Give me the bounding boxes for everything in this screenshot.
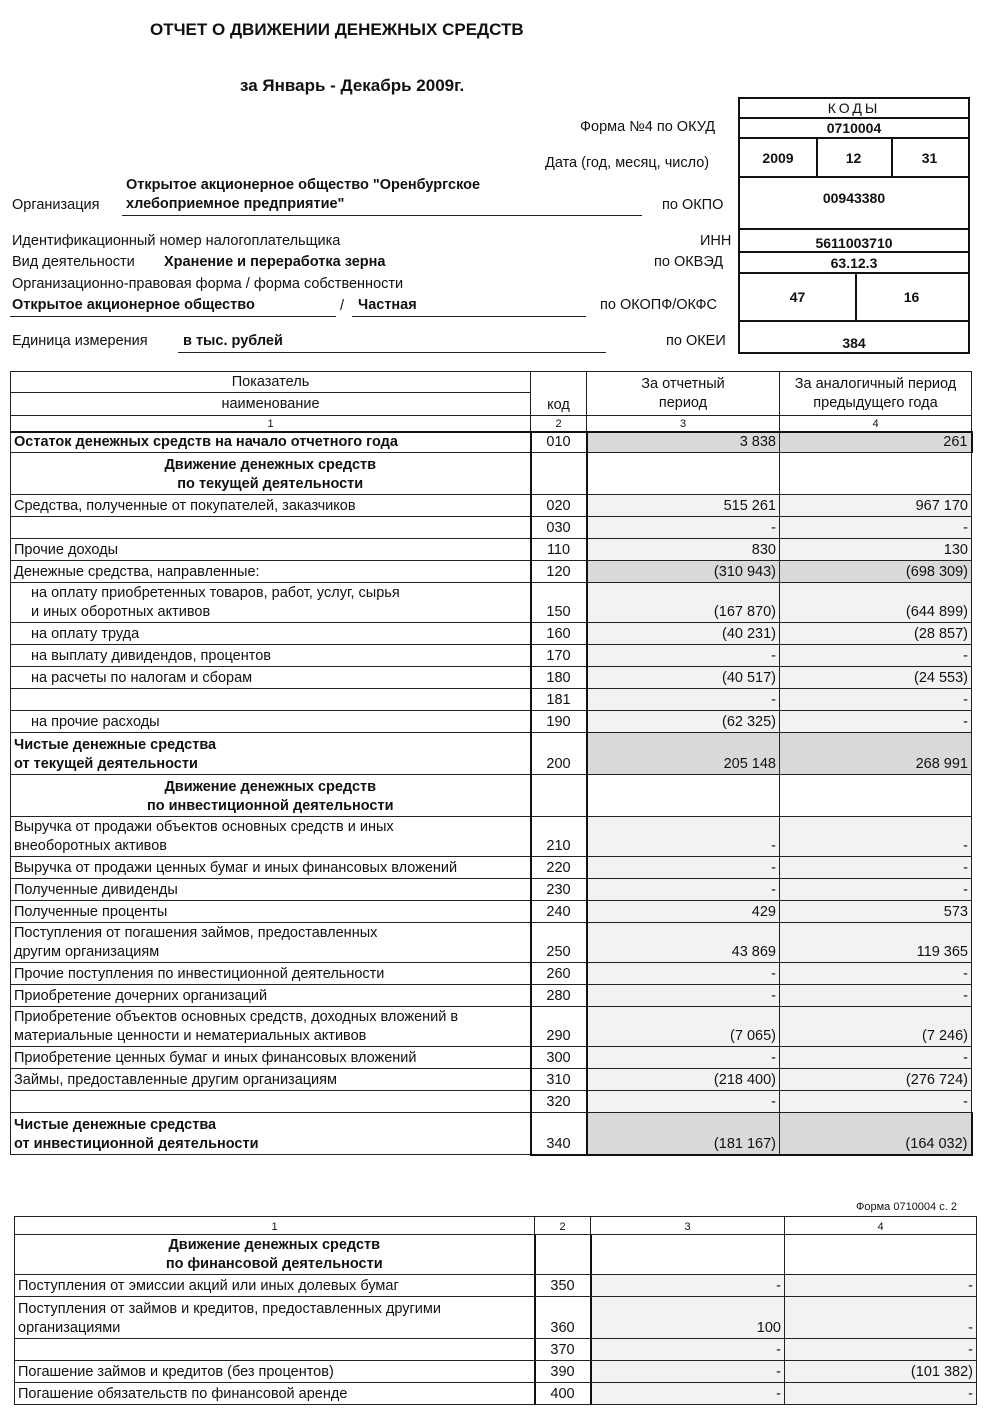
col2-number-1: 1 (15, 1217, 535, 1235)
unit-label: Единица измерения (12, 333, 148, 349)
org-name-line2: хлебоприемное предприятие" (126, 196, 345, 212)
okei-label: по ОКЕИ (666, 333, 726, 349)
row-160-name: на оплату труда (11, 623, 531, 645)
row-310-previous: (276 724) (780, 1069, 972, 1091)
section-financing-1: Движение денежных средств (168, 1237, 381, 1253)
row-020-previous: 967 170 (780, 495, 972, 517)
form-code: 0710004 (826, 120, 882, 136)
header-current-1: За отчетный (641, 375, 725, 392)
org-name-line1: Открытое акционерное общество "Оренбургское (126, 177, 481, 193)
row-110-current: 830 (587, 539, 780, 561)
row-240-current: 429 (587, 901, 780, 923)
okved-code: 63.12.3 (830, 255, 878, 271)
okved-label: по ОКВЭД (654, 254, 724, 270)
table-row (11, 963, 972, 985)
row-190-current: (62 325) (587, 711, 780, 733)
table-row (11, 689, 972, 711)
date-year: 2009 (762, 150, 794, 166)
col-number-4: 4 (780, 416, 972, 432)
table-row (11, 517, 972, 539)
row-150-previous: (644 899) (780, 583, 972, 623)
okopf-label: по ОКОПФ/ОКФС (600, 297, 717, 313)
row-250-code: 250 (531, 923, 587, 963)
table-row (11, 667, 972, 689)
row-170-code: 170 (531, 645, 587, 667)
row-020-code: 020 (531, 495, 587, 517)
row-400-current: - (591, 1383, 785, 1405)
row-010-code: 010 (531, 432, 587, 453)
unit-underline (178, 352, 606, 353)
row-280-previous: - (780, 985, 972, 1007)
table-row (15, 1339, 977, 1361)
legal-form-label: Организационно-правовая форма / форма собственности (12, 276, 404, 292)
table-row (15, 1383, 977, 1405)
report-title: ОТЧЕТ О ДВИЖЕНИИ ДЕНЕЖНЫХ СРЕДСТВ (150, 20, 524, 39)
okopf-code: 47 (789, 289, 806, 305)
row-210-code: 210 (531, 817, 587, 857)
row-190-previous: - (780, 711, 972, 733)
row-260-current: - (587, 963, 780, 985)
row-290-code: 290 (531, 1007, 587, 1047)
row-280-name: Приобретение дочерних организаций (11, 985, 531, 1007)
header-code: код (531, 372, 587, 416)
section-financing-2: по финансовой деятельности (165, 1256, 383, 1272)
activity-value: Хранение и переработка зерна (164, 254, 386, 270)
table-row (11, 495, 972, 517)
row-220-code: 220 (531, 857, 587, 879)
table-row (15, 1297, 977, 1339)
row-280-code: 280 (531, 985, 587, 1007)
okpo-label: по ОКПО (662, 197, 724, 213)
row-320-name (11, 1091, 531, 1113)
row-300-name: Приобретение ценных бумаг и иных финансовых вложений (11, 1047, 531, 1069)
table-row (11, 623, 972, 645)
row-300-previous: - (780, 1047, 972, 1069)
col2-number-3: 3 (591, 1217, 785, 1235)
date-day: 31 (921, 150, 938, 166)
table-row (11, 1113, 972, 1155)
row-150-code: 150 (531, 583, 587, 623)
row-110-code: 110 (531, 539, 587, 561)
row-260-previous: - (780, 963, 972, 985)
table-row (11, 1091, 972, 1113)
row-210-previous: - (780, 817, 972, 857)
row-181-current: - (587, 689, 780, 711)
header-indicator: Показатель (11, 372, 530, 393)
row-400-name: Погашение обязательств по финансовой аренде (15, 1383, 535, 1405)
row-030-code: 030 (531, 517, 587, 539)
row-340-current: (181 167) (587, 1113, 780, 1155)
okfs-code: 16 (903, 289, 920, 305)
row-340-name-2: от инвестиционной деятельности (14, 1136, 259, 1152)
inn-label: ИНН (700, 233, 732, 249)
row-110-previous: 130 (780, 539, 972, 561)
row-250-name-2: другим организациям (14, 944, 160, 960)
table-row (11, 432, 972, 453)
row-230-previous: - (780, 879, 972, 901)
row-310-current: (218 400) (587, 1069, 780, 1091)
header-name: наименование (221, 396, 320, 412)
row-360-code: 360 (535, 1297, 591, 1339)
form-label: Форма №4 по ОКУД (580, 119, 716, 135)
row-240-previous: 573 (780, 901, 972, 923)
page-2-label: Форма 0710004 с. 2 (856, 1201, 957, 1213)
section-operating-2: по текущей деятельности (177, 476, 364, 492)
table-row (11, 817, 972, 857)
row-340-previous: (164 032) (780, 1113, 972, 1155)
row-360-previous: - (785, 1297, 977, 1339)
col2-number-4: 4 (785, 1217, 977, 1235)
table-row (11, 985, 972, 1007)
row-370-code: 370 (535, 1339, 591, 1361)
inn-text: Идентификационный номер налогоплательщика (12, 233, 341, 249)
row-320-previous: - (780, 1091, 972, 1113)
col-number-1: 1 (11, 416, 531, 432)
row-360-name-2: организациями (18, 1320, 121, 1336)
activity-label: Вид деятельности (12, 254, 135, 270)
row-290-name-2: материальные ценности и нематериальных активов (14, 1028, 367, 1044)
table-row (11, 561, 972, 583)
row-300-code: 300 (531, 1047, 587, 1069)
row-210-current: - (587, 817, 780, 857)
row-390-code: 390 (535, 1361, 591, 1383)
table-row (11, 857, 972, 879)
codes-box (738, 97, 970, 354)
row-200-code: 200 (531, 733, 587, 775)
legal-form-value: Открытое акционерное общество (12, 297, 255, 313)
row-250-current: 43 869 (587, 923, 780, 963)
ownership-value: Частная (358, 297, 417, 313)
row-290-current: (7 065) (587, 1007, 780, 1047)
row-210-name-2: внеоборотных активов (14, 838, 167, 854)
table-row (15, 1275, 977, 1297)
header-current-2: период (658, 394, 708, 411)
row-030-name (11, 517, 531, 539)
table-row (15, 1361, 977, 1383)
legal-form-underline (10, 316, 336, 317)
table-row (11, 733, 972, 775)
row-180-current: (40 517) (587, 667, 780, 689)
unit-value: в тыс. рублей (183, 333, 283, 349)
row-290-previous: (7 246) (780, 1007, 972, 1047)
col-number-3: 3 (587, 416, 780, 432)
row-320-current: - (587, 1091, 780, 1113)
row-370-previous: - (785, 1339, 977, 1361)
table-row (11, 583, 972, 623)
row-030-previous: - (780, 517, 972, 539)
codes-caption: КОДЫ (827, 100, 881, 116)
report-period: за Январь - Декабрь 2009г. (240, 76, 465, 95)
row-190-code: 190 (531, 711, 587, 733)
row-200-name-2: от текущей деятельности (14, 756, 198, 772)
row-200-current: 205 148 (587, 733, 780, 775)
row-220-name: Выручка от продажи ценных бумаг и иных финансовых вложений (11, 857, 531, 879)
org-label: Организация (12, 197, 100, 213)
row-350-previous: - (785, 1275, 977, 1297)
table-row (11, 1069, 972, 1091)
row-010-previous: 261 (780, 432, 972, 453)
row-250-name-1: Поступления от погашения займов, предоставленных (14, 925, 378, 941)
row-120-code: 120 (531, 561, 587, 583)
table-row (11, 1007, 972, 1047)
table-row (11, 901, 972, 923)
org-underline (122, 215, 642, 216)
row-170-name: на выплату дивидендов, процентов (11, 645, 531, 667)
section-investing-1: Движение денежных средств (164, 779, 377, 795)
row-390-current: - (591, 1361, 785, 1383)
row-370-name (15, 1339, 535, 1361)
row-230-name: Полученные дивиденды (11, 879, 531, 901)
row-320-code: 320 (531, 1091, 587, 1113)
row-200-name-1: Чистые денежные средства (14, 737, 217, 753)
row-180-previous: (24 553) (780, 667, 972, 689)
col2-number-2: 2 (535, 1217, 591, 1235)
row-230-code: 230 (531, 879, 587, 901)
date-label: Дата (год, месяц, число) (545, 155, 710, 171)
row-181-code: 181 (531, 689, 587, 711)
row-360-name-1: Поступления от займов и кредитов, предоставленных другими (18, 1301, 441, 1317)
row-120-previous: (698 309) (780, 561, 972, 583)
row-300-current: - (587, 1047, 780, 1069)
table-row (11, 1047, 972, 1069)
section-heading (11, 453, 972, 495)
table-row (11, 539, 972, 561)
row-350-current: - (591, 1275, 785, 1297)
row-150-current: (167 870) (587, 583, 780, 623)
row-170-current: - (587, 645, 780, 667)
row-180-name: на расчеты по налогам и сборам (11, 667, 531, 689)
row-230-current: - (587, 879, 780, 901)
row-170-previous: - (780, 645, 972, 667)
row-240-name: Полученные проценты (11, 901, 531, 923)
section-investing-2: по инвестиционной деятельности (146, 798, 394, 814)
row-020-current: 515 261 (587, 495, 780, 517)
row-120-name: Денежные средства, направленные: (11, 561, 531, 583)
row-210-name-1: Выручка от продажи объектов основных средств и иных (14, 819, 394, 835)
row-350-name: Поступления от эмиссии акций или иных долевых бумаг (15, 1275, 535, 1297)
row-340-name-1: Чистые денежные средства (14, 1117, 217, 1133)
okei-code: 384 (842, 335, 866, 351)
row-310-name: Займы, предоставленные другим организациям (11, 1069, 531, 1091)
row-250-previous: 119 365 (780, 923, 972, 963)
row-400-previous: - (785, 1383, 977, 1405)
row-150-name-2: и иных оборотных активов (31, 604, 211, 620)
row-280-current: - (587, 985, 780, 1007)
date-month: 12 (845, 150, 862, 166)
row-290-name-1: Приобретение объектов основных средств, доходных вложений в (14, 1009, 459, 1025)
row-110-name: Прочие доходы (11, 539, 531, 561)
okpo-code: 00943380 (822, 190, 886, 206)
row-180-code: 180 (531, 667, 587, 689)
slash: / (340, 298, 345, 314)
row-390-previous: (101 382) (785, 1361, 977, 1383)
header-previous-1: За аналогичный период (794, 375, 957, 392)
section-heading (11, 775, 972, 817)
section-heading (15, 1235, 977, 1275)
row-240-code: 240 (531, 901, 587, 923)
row-190-name: на прочие расходы (11, 711, 531, 733)
table-row (11, 879, 972, 901)
row-260-name: Прочие поступления по инвестиционной деятельности (11, 963, 531, 985)
row-350-code: 350 (535, 1275, 591, 1297)
col-number-2: 2 (531, 416, 587, 432)
row-181-previous: - (780, 689, 972, 711)
row-390-name: Погашение займов и кредитов (без процентов) (15, 1361, 535, 1383)
row-220-previous: - (780, 857, 972, 879)
row-010-name: Остаток денежных средств на начало отчетного года (11, 432, 531, 453)
row-340-code: 340 (531, 1113, 587, 1155)
row-150-name-1: на оплату приобретенных товаров, работ, услуг, сырья (31, 585, 400, 601)
row-400-code: 400 (535, 1383, 591, 1405)
ownership-underline (352, 316, 586, 317)
row-310-code: 310 (531, 1069, 587, 1091)
table-row (11, 711, 972, 733)
header-previous-2: предыдущего года (813, 394, 938, 411)
row-030-current: - (587, 517, 780, 539)
row-120-current: (310 943) (587, 561, 780, 583)
row-020-name: Средства, полученные от покупателей, заказчиков (11, 495, 531, 517)
inn-code: 5611003710 (815, 235, 893, 251)
row-160-current: (40 231) (587, 623, 780, 645)
row-160-previous: (28 857) (780, 623, 972, 645)
financing-table (14, 1216, 977, 1405)
cash-flow-table (10, 371, 973, 1156)
row-010-current: 3 838 (587, 432, 780, 453)
row-160-code: 160 (531, 623, 587, 645)
row-370-current: - (591, 1339, 785, 1361)
row-360-current: 100 (591, 1297, 785, 1339)
table-row (11, 645, 972, 667)
row-200-previous: 268 991 (780, 733, 972, 775)
table-row (11, 923, 972, 963)
row-260-code: 260 (531, 963, 587, 985)
section-operating-1: Движение денежных средств (164, 457, 377, 473)
row-220-current: - (587, 857, 780, 879)
row-181-name (11, 689, 531, 711)
